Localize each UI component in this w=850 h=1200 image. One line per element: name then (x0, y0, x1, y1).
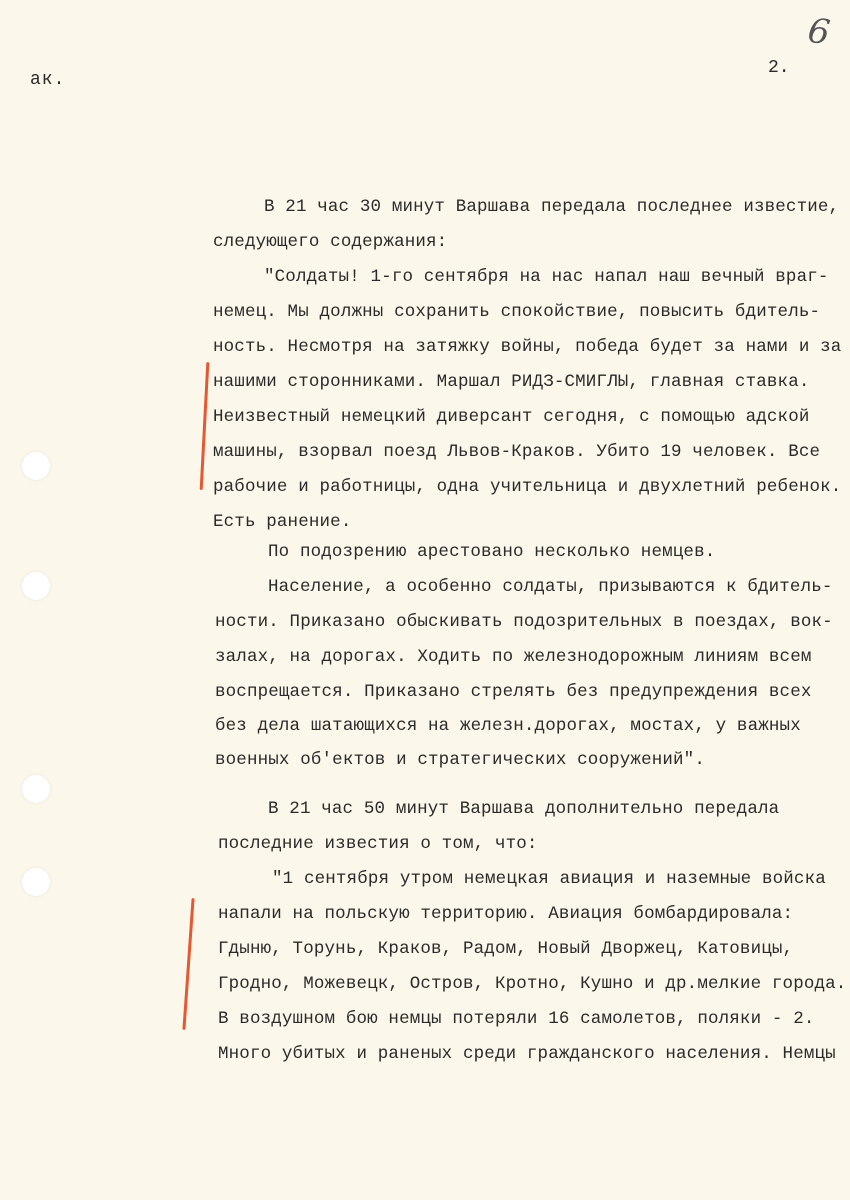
text-line: Гродно, Можевецк, Остров, Кротно, Кушно и др.мелкие города. (218, 974, 847, 994)
text-line: ности. Приказано обыскивать подозрительных в поездах, вок- (215, 612, 833, 632)
punch-hole-1 (22, 452, 50, 480)
margin-pencil-mark-1 (200, 362, 210, 490)
text-line: "Солдаты! 1-го сентября на нас напал наш вечный враг- (264, 267, 829, 287)
text-line: последние известия о том, что: (218, 834, 538, 854)
text-line: В воздушном бою немцы потеряли 16 самолетов, поляки - 2. (218, 1009, 815, 1029)
text-line: В 21 час 50 минут Варшава дополнительно передала (268, 799, 780, 819)
text-line: "1 сентября утром немецкая авиация и наземные войска (272, 869, 826, 889)
text-line: рабочие и работницы, одна учительница и двухлетний ребенок. (213, 477, 842, 497)
text-line: военных об'ектов и стратегических сооружений". (215, 750, 705, 770)
page-number: 2. (768, 58, 790, 78)
text-line: воспрещается. Приказано стрелять без предупреждения всех (215, 682, 812, 702)
punch-hole-3 (22, 775, 50, 803)
punch-hole-2 (22, 572, 50, 600)
text-line: без дела шатающихся на железн.дорогах, мостах, у важных (215, 716, 801, 736)
margin-pencil-mark-2 (182, 898, 194, 1030)
text-line: залах, на дорогах. Ходить по железнодорожным линиям всем (215, 647, 812, 667)
text-line: ность. Несмотря на затяжку войны, победа будет за нами и за (213, 337, 842, 357)
text-line: Много убитых и раненых среди гражданского населения. Немцы (218, 1044, 836, 1064)
text-line: Население, а особенно солдаты, призываются к бдитель- (268, 577, 833, 597)
text-line: напали на польскую территорию. Авиация бомбардировала: (218, 904, 794, 924)
text-line: нашими сторонниками. Маршал РИДЗ-СМИГЛЫ, главная ставка. (213, 372, 810, 392)
text-line: немец. Мы должны сохранить спокойствие, повысить бдитель- (213, 302, 821, 322)
text-line: Неизвестный немецкий диверсант сегодня, с помощью адской (213, 407, 810, 427)
text-line: По подозрению арестовано несколько немцев. (268, 542, 716, 562)
text-line: Есть ранение. (213, 512, 352, 532)
corner-mark: ак. (30, 70, 66, 90)
text-line: машины, взорвал поезд Львов-Краков. Убито 19 человек. Все (213, 442, 821, 462)
text-line: следующего содержания: (213, 232, 448, 252)
handwritten-page-number: 6 (805, 10, 833, 54)
text-line: Гдыню, Торунь, Краков, Радом, Новый Дворжец, Катовицы, (218, 939, 794, 959)
punch-hole-4 (22, 868, 50, 896)
text-line: В 21 час 30 минут Варшава передала последнее известие, (264, 197, 840, 217)
